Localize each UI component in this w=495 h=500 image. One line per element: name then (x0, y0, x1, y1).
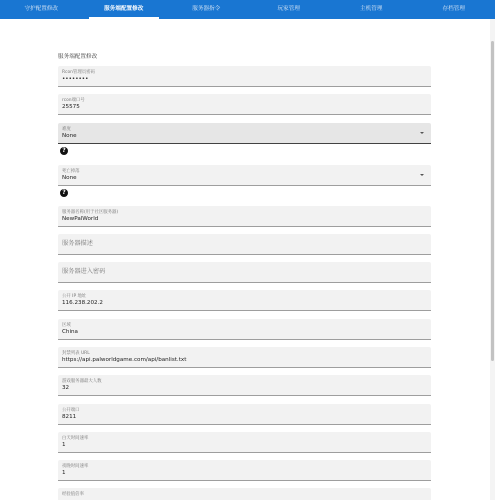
server-name-value: NewPalWorld (62, 215, 99, 222)
tab-daemon-config[interactable]: 守护配置修改 (24, 6, 59, 12)
form-container (0, 19, 495, 500)
help-icon[interactable]: ? (60, 189, 68, 197)
server-description-field[interactable] (58, 234, 431, 255)
server-description-placeholder: 服务器描述 (62, 240, 93, 247)
max-players-label: 游戏服务器最大人数 (62, 379, 102, 384)
rcon-port-field[interactable] (58, 94, 431, 115)
banlist-url-value: https://api.palworldgame.com/api/banlist.txt (62, 356, 187, 363)
public-ip-value: 116.238.202.2 (62, 299, 103, 306)
exp-rate-label: 经验值倍率 (62, 492, 84, 497)
day-speed-value: 1 (62, 441, 66, 448)
night-speed-field[interactable] (58, 460, 431, 481)
public-port-field[interactable] (58, 404, 431, 425)
death-penalty-select[interactable] (58, 165, 431, 186)
difficulty-label: 难度 (62, 127, 71, 132)
public-port-value: 8211 (62, 413, 77, 420)
day-speed-field[interactable] (58, 432, 431, 453)
dropdown-arrow-icon (420, 174, 424, 176)
rcon-port-value: 25575 (62, 103, 80, 110)
page-scrollbar[interactable] (490, 19, 495, 500)
server-password-field[interactable] (58, 262, 431, 283)
region-field[interactable] (58, 319, 431, 340)
server-name-field[interactable] (58, 206, 431, 227)
tab-server-commands[interactable]: 服务器指令 (192, 6, 221, 12)
top-nav-bar (0, 0, 495, 19)
tab-player-management[interactable]: 玩家管理 (277, 6, 300, 12)
scrollbar-thumb[interactable] (491, 41, 494, 361)
difficulty-value: None (62, 132, 77, 139)
region-label: 区域 (62, 323, 71, 328)
server-name-label: 服务器名称(用于社区服务器) (62, 210, 119, 215)
public-port-label: 公开端口 (62, 408, 80, 413)
exp-rate-field[interactable] (58, 488, 431, 500)
rcon-password-label: Rcon管理员密码 (62, 70, 95, 75)
night-speed-label: 夜晚时间速率 (62, 464, 89, 469)
max-players-value: 32 (62, 384, 70, 391)
rcon-password-field[interactable] (58, 66, 431, 87)
day-speed-label: 白天时间速率 (62, 436, 89, 441)
help-icon[interactable]: ? (60, 147, 68, 155)
public-ip-label: 公开 IP 地址 (62, 294, 87, 299)
death-penalty-label: 死亡掉落 (62, 169, 80, 174)
region-value: China (62, 328, 78, 335)
banlist-url-field[interactable] (58, 347, 431, 368)
night-speed-value: 1 (62, 469, 66, 476)
tab-save-management[interactable]: 存档管理 (442, 6, 465, 12)
section-title: 服务端配置修改 (58, 54, 98, 60)
dropdown-arrow-icon (420, 132, 424, 134)
difficulty-select[interactable] (58, 123, 431, 144)
max-players-field[interactable] (58, 375, 431, 396)
rcon-port-label: rcon端口号 (62, 98, 85, 103)
tab-server-config[interactable]: 服务端配置修改 (83, 0, 166, 19)
tab-host-management[interactable]: 主机管理 (360, 6, 383, 12)
server-password-placeholder: 服务器进入密码 (62, 268, 106, 275)
rcon-password-value: •••••••• (62, 75, 89, 82)
banlist-url-label: 封禁列表 URL (62, 351, 90, 356)
public-ip-field[interactable] (58, 290, 431, 311)
death-penalty-value: None (62, 174, 77, 181)
